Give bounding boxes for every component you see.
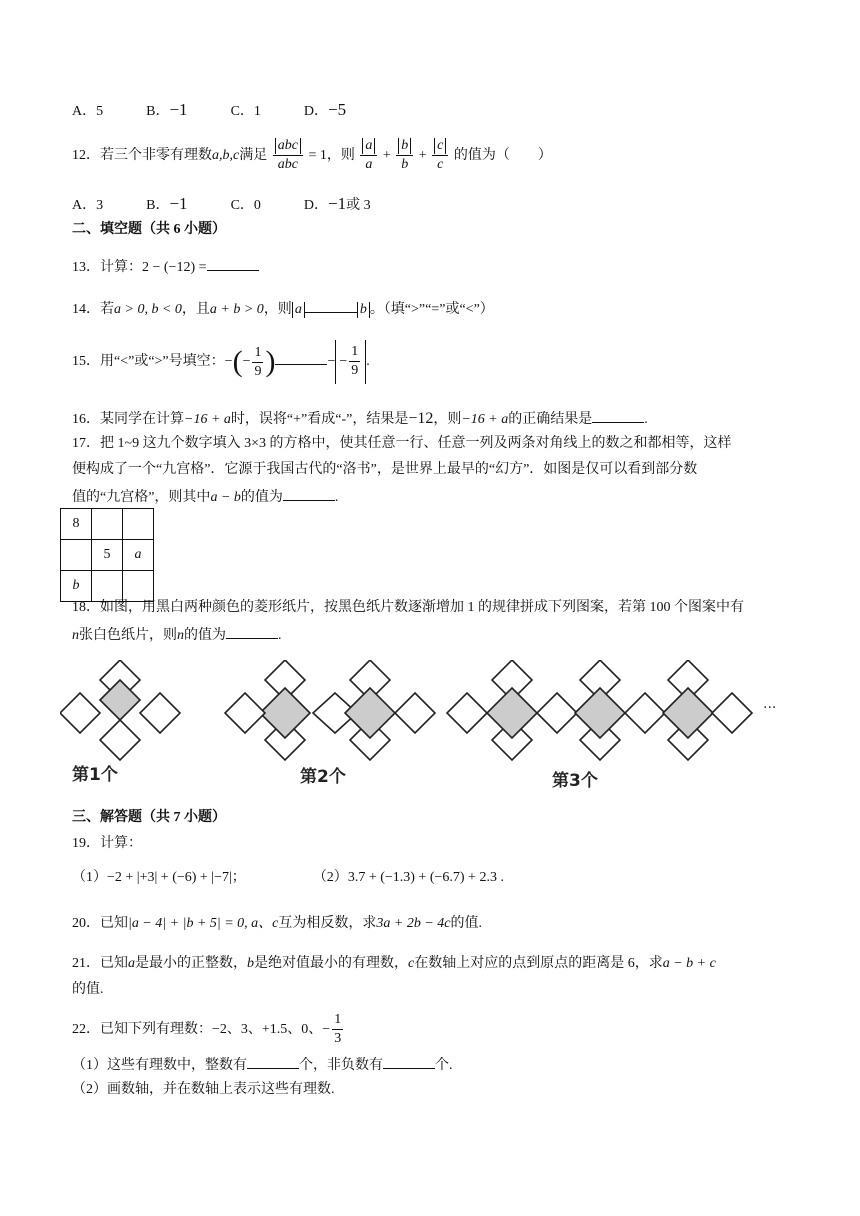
q12-options: A．3 B．−1 C．0 D．−1或 3: [72, 194, 371, 213]
pattern-1-label: 第1个: [72, 765, 118, 785]
question-17-line-1: 17．把 1~9 这九个数字填入 3×3 的方格中，使其任意一行、任意一列及两条对角线上的数之和都相等，这样: [72, 436, 732, 451]
question-15: 15．用“<”或“>”号填空：−(− $\frac{1}{9}$ ) − − $\frac{1}{9}$ .: [72, 340, 370, 384]
grid-cell: [123, 509, 154, 540]
question-12: 12．若三个非零有理数a,b,c满足 $\frac{\text{abc}}{\text{abc}}$ = 1，则 $\frac{a}{a}$ + $\frac{b}{b}$ + $\frac{c}{c}$ 的值为（ ）: [72, 138, 552, 173]
rhombus-pattern-figure: [60, 660, 790, 800]
question-20: 20．已知|a − 4| + |b + 5| = 0, a、c互为相反数，求3a + 2b − 4c的值.: [72, 916, 483, 931]
q11-options: [72, 100, 346, 122]
section-2-heading: 二、填空题（共 6 小题）: [72, 222, 226, 237]
question-13: 13．计算：2 − (−12) =: [72, 256, 259, 278]
question-18-line-1: 18．如图，用黑白两种颜色的菱形纸片，按黑色纸片数逐渐增加 1 的规律拼成下列图案，若第 100 个图案中有: [72, 600, 744, 615]
grid-cell: a: [123, 540, 154, 571]
grid-cell: 5: [92, 540, 123, 571]
question-14: 14．若a > 0, b < 0，且a + b > 0，则 a b 。（填“>”“=”或“<”）: [72, 298, 494, 320]
question-22-part-2: （2）画数轴，并在数轴上表示这些有理数.: [72, 1082, 335, 1097]
question-19-parts: （1）−2 + |+3| + (−6) + |−7|； （2）3.7 + (−1.3) + (−6.7) + 2.3 .: [72, 870, 504, 885]
question-17-line-3: 值的“九宫格”，则其中a − b的值为 .: [72, 486, 338, 508]
question-17-line-2: 便构成了一个“九宫格”．它源于我国古代的“洛书”，是世界上最早的“幻方”．如图是仅可以看到部分数: [72, 462, 698, 477]
option-d: D．−5: [303, 100, 347, 119]
option-b: B．−1: [146, 100, 188, 119]
question-18-line-2: n张白色纸片，则n的值为 .: [72, 624, 282, 646]
question-16: 16．某同学在计算−16 + a时，误将“+”看成“-”，结果是−12，则−16 + a的正确结果是 .: [72, 410, 648, 427]
grid-cell: [61, 540, 92, 571]
grid-cell: [123, 571, 154, 602]
question-21-line-2: 的值.: [72, 982, 104, 997]
grid-cell: [92, 571, 123, 602]
grid-cell: 8: [61, 509, 92, 540]
section-3-heading: 三、解答题（共 7 小题）: [72, 810, 226, 825]
question-21-line-1: 21．已知a是最小的正整数，b是绝对值最小的有理数，c在数轴上对应的点到原点的距离是 6，求a − b + c: [72, 956, 716, 971]
question-22-part-1: （1）这些有理数中，整数有 个，非负数有 个.: [72, 1054, 453, 1076]
question-22: 22．已知下列有理数：−2、3、+1.5、0、− $\frac{1}{3}$: [72, 1012, 342, 1047]
option-c: C．1: [230, 104, 261, 119]
magic-square-grid: [60, 508, 154, 602]
question-19-title: 19．计算：: [72, 836, 142, 851]
grid-cell: [92, 509, 123, 540]
pattern-2-label: 第2个: [300, 767, 346, 787]
pattern-3-label: 第3个: [552, 771, 598, 791]
ellipsis-label: ···: [763, 700, 777, 716]
option-a: A．5: [72, 104, 104, 119]
grid-cell: b: [61, 571, 92, 602]
